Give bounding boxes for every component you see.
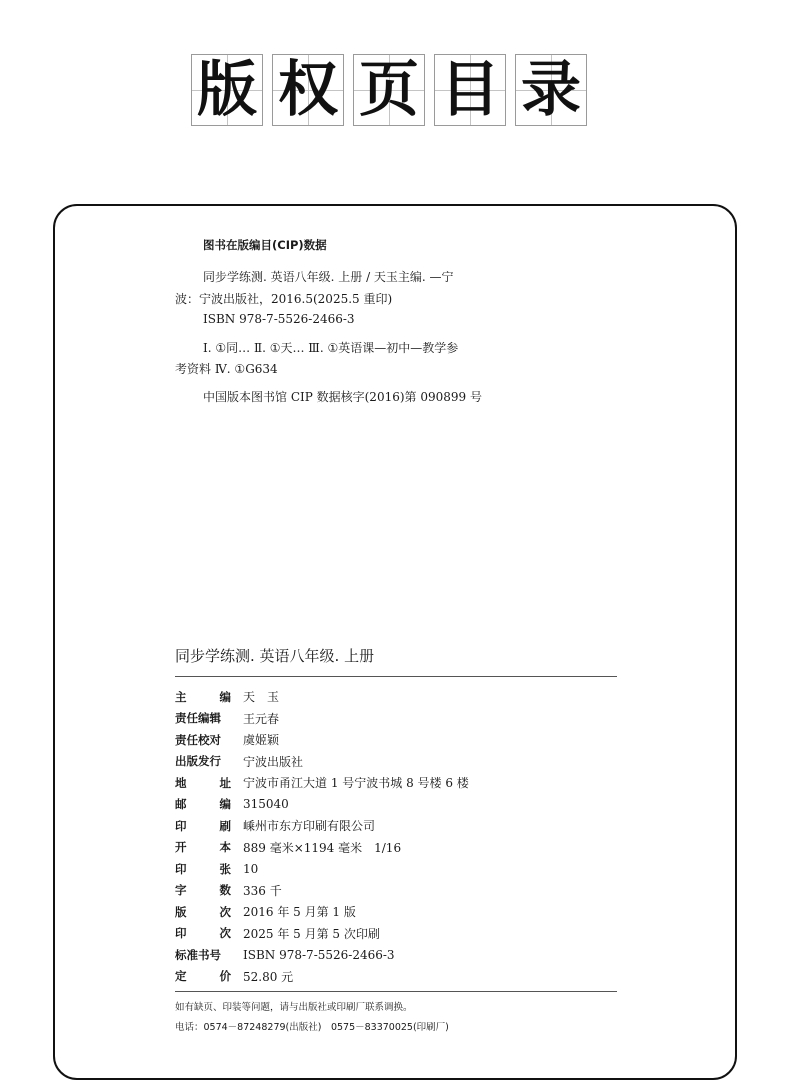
info-row bbox=[175, 772, 469, 794]
info-value: ISBN 978-7-5526-2466-3 bbox=[243, 947, 395, 962]
divider bbox=[175, 676, 617, 677]
info-value: 天 玉 bbox=[243, 690, 280, 705]
info-label: 出版发行 bbox=[175, 754, 221, 769]
info-label: 字 数 bbox=[175, 883, 231, 898]
notice-text: 如有缺页、印装等问题，请与出版社或印刷厂联系调换。 bbox=[175, 1002, 413, 1013]
info-row bbox=[175, 751, 469, 773]
info-row bbox=[175, 901, 469, 923]
info-value: 宁波出版社 bbox=[243, 754, 304, 769]
info-value: 336 千 bbox=[243, 883, 282, 898]
info-value: 10 bbox=[243, 861, 259, 876]
info-value: 52.80 元 bbox=[243, 969, 294, 984]
info-label: 印 刷 bbox=[175, 818, 231, 833]
title-char-box: 权 bbox=[272, 54, 344, 126]
info-label: 定 价 bbox=[175, 969, 231, 984]
info-value: 2016 年 5 月第 1 版 bbox=[243, 905, 356, 920]
info-label: 标准书号 bbox=[175, 947, 221, 962]
cip-line: 波：宁波出版社，2016.5(2025.5 重印) bbox=[175, 292, 393, 306]
info-label: 版 次 bbox=[175, 904, 231, 919]
cip-line: Ⅰ. ①同… Ⅱ. ①天… Ⅲ. ①英语课—初中—教学参 bbox=[203, 341, 459, 355]
cip-line: 同步学练测. 英语八年级. 上册 / 天玉主编. —宁 bbox=[203, 270, 454, 284]
info-value: 315040 bbox=[243, 797, 289, 812]
title-char-box: 目 bbox=[434, 54, 506, 126]
book-title: 同步学练测. 英语八年级. 上册 bbox=[175, 647, 375, 665]
info-value: 虞姬颖 bbox=[243, 733, 280, 748]
info-label: 邮 编 bbox=[175, 797, 231, 812]
info-row bbox=[175, 708, 469, 730]
info-label: 印 次 bbox=[175, 926, 231, 941]
cip-isbn: ISBN 978-7-5526-2466-3 bbox=[203, 312, 355, 326]
info-label: 主 编 bbox=[175, 689, 231, 704]
info-label: 印 张 bbox=[175, 861, 231, 876]
info-value: 889 毫米×1194 毫米 1/16 bbox=[243, 840, 402, 855]
page-title bbox=[191, 54, 587, 126]
cip-line: 中国版本图书馆 CIP 数据核字(2016)第 090899 号 bbox=[203, 390, 482, 404]
info-row bbox=[175, 686, 469, 708]
cip-line: 考资料 Ⅳ. ①G634 bbox=[175, 362, 278, 376]
title-char-box: 版 bbox=[191, 54, 263, 126]
info-row bbox=[175, 837, 469, 859]
info-value: 宁波市甬江大道 1 号宁波书城 8 号楼 6 楼 bbox=[243, 776, 469, 791]
info-row bbox=[175, 966, 469, 988]
book-info-list bbox=[175, 686, 469, 987]
info-row bbox=[175, 880, 469, 902]
phone-text: 电话：0574－87248279(出版社) 0575－83370025(印刷厂) bbox=[175, 1022, 449, 1033]
info-row bbox=[175, 944, 469, 966]
info-label: 责任编辑 bbox=[175, 711, 221, 726]
info-row bbox=[175, 794, 469, 816]
info-value: 嵊州市东方印刷有限公司 bbox=[243, 819, 376, 834]
info-label: 地 址 bbox=[175, 775, 231, 790]
info-row bbox=[175, 729, 469, 751]
info-row bbox=[175, 858, 469, 880]
info-value: 2025 年 5 月第 5 次印刷 bbox=[243, 926, 380, 941]
info-label: 开 本 bbox=[175, 840, 231, 855]
title-char-box: 录 bbox=[515, 54, 587, 126]
info-row bbox=[175, 923, 469, 945]
cip-heading: 图书在版编目(CIP)数据 bbox=[203, 238, 327, 252]
info-value: 王元春 bbox=[243, 711, 280, 726]
info-row bbox=[175, 815, 469, 837]
info-label: 责任校对 bbox=[175, 732, 221, 747]
divider bbox=[175, 991, 617, 992]
title-char-box: 页 bbox=[353, 54, 425, 126]
